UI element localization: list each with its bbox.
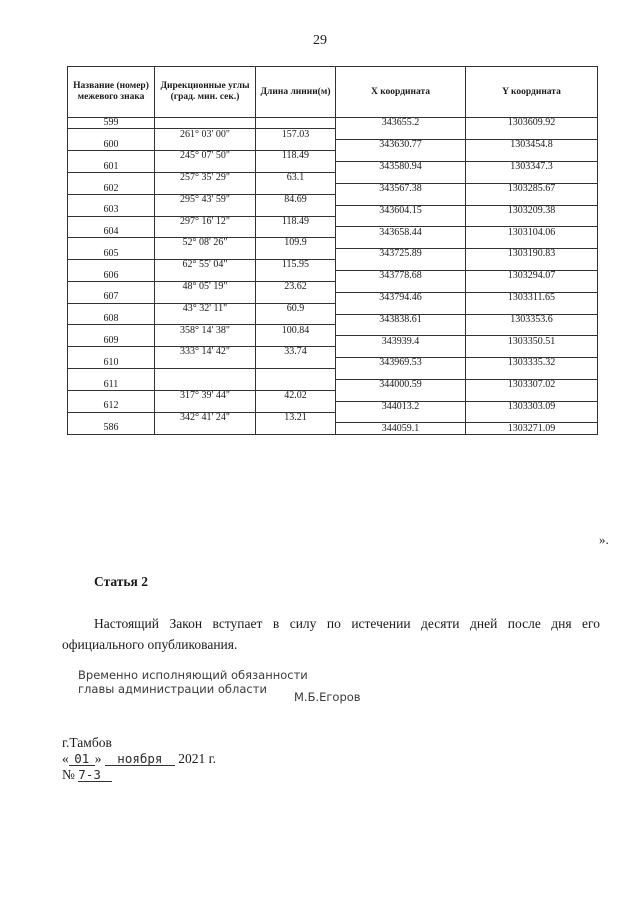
y-coordinate-cell: 1303311.65 bbox=[466, 292, 598, 303]
line-length-cell: 157.03 bbox=[256, 129, 336, 140]
marker-name-cell: 606 bbox=[68, 270, 155, 281]
empty-cell bbox=[155, 249, 256, 260]
table-row-segment bbox=[68, 303, 598, 314]
empty-cell bbox=[466, 129, 598, 140]
y-coordinate-cell: 1303303.09 bbox=[466, 401, 598, 412]
x-coordinate-cell: 344013.2 bbox=[336, 401, 466, 412]
direction-angle-cell: 48° 05' 19" bbox=[155, 281, 256, 292]
header-y-coordinate: Y координата bbox=[466, 67, 598, 118]
empty-cell bbox=[256, 358, 336, 369]
empty-cell bbox=[466, 325, 598, 336]
law-number-line bbox=[62, 767, 216, 783]
empty-cell bbox=[256, 227, 336, 238]
direction-angle-cell: 257° 35' 29" bbox=[155, 172, 256, 183]
line-length-cell: 42.02 bbox=[256, 390, 336, 401]
empty-cell bbox=[155, 205, 256, 216]
date-quote-open: « bbox=[62, 751, 69, 766]
empty-cell bbox=[155, 423, 256, 434]
table-row-segment bbox=[68, 412, 598, 423]
table-row-point bbox=[68, 358, 598, 369]
marker-name-cell: 607 bbox=[68, 292, 155, 303]
empty-cell bbox=[256, 140, 336, 151]
table-row-point bbox=[68, 292, 598, 303]
empty-cell bbox=[336, 347, 466, 358]
x-coordinate-cell: 343778.68 bbox=[336, 270, 466, 281]
x-coordinate-cell: 343630.77 bbox=[336, 140, 466, 151]
empty-cell bbox=[256, 401, 336, 412]
empty-cell bbox=[68, 347, 155, 358]
y-coordinate-cell: 1303209.38 bbox=[466, 205, 598, 216]
table-row-point bbox=[68, 336, 598, 347]
page-number: 29 bbox=[313, 33, 327, 48]
marker-name-cell: 608 bbox=[68, 314, 155, 325]
y-coordinate-cell: 1303104.06 bbox=[466, 227, 598, 238]
marker-name-cell: 602 bbox=[68, 183, 155, 194]
x-coordinate-cell: 343939.4 bbox=[336, 336, 466, 347]
article-title: Статья 2 bbox=[94, 574, 148, 589]
table-row-point bbox=[68, 270, 598, 281]
y-coordinate-cell: 1303307.02 bbox=[466, 379, 598, 390]
table-row-segment bbox=[68, 194, 598, 205]
y-coordinate-cell: 1303347.3 bbox=[466, 162, 598, 173]
marker-name-cell: 611 bbox=[68, 379, 155, 390]
empty-cell bbox=[256, 423, 336, 434]
y-coordinate-cell: 1303271.09 bbox=[466, 423, 598, 434]
direction-angle-cell: 333° 14' 42" bbox=[155, 347, 256, 358]
empty-cell bbox=[155, 183, 256, 194]
table-row-point bbox=[68, 140, 598, 151]
empty-cell bbox=[466, 390, 598, 401]
empty-cell bbox=[336, 260, 466, 271]
table-row-point bbox=[68, 183, 598, 194]
law-number-label: № bbox=[62, 767, 75, 782]
y-coordinate-cell: 1303353.6 bbox=[466, 314, 598, 325]
empty-cell bbox=[155, 379, 256, 390]
empty-cell bbox=[155, 314, 256, 325]
boundary-coordinates-table bbox=[67, 66, 598, 435]
line-length-cell: 115.95 bbox=[256, 260, 336, 271]
date-day: 01 bbox=[69, 752, 95, 766]
marker-name-cell: 609 bbox=[68, 336, 155, 347]
table-row-segment bbox=[68, 390, 598, 401]
line-length-cell: 13.21 bbox=[256, 412, 336, 423]
table-row-point bbox=[68, 118, 598, 129]
header-direction-angle: Дирекционные углы (град. мин. сек.) bbox=[155, 67, 256, 118]
direction-angle-cell: 317° 39' 44" bbox=[155, 390, 256, 401]
empty-cell bbox=[155, 358, 256, 369]
x-coordinate-cell: 344000.59 bbox=[336, 379, 466, 390]
marker-name-cell: 612 bbox=[68, 401, 155, 412]
direction-angle-cell: 342° 41' 24" bbox=[155, 412, 256, 423]
empty-cell bbox=[466, 216, 598, 227]
empty-cell bbox=[466, 238, 598, 249]
line-length-cell: 118.49 bbox=[256, 216, 336, 227]
empty-cell bbox=[336, 281, 466, 292]
empty-cell bbox=[336, 238, 466, 249]
table-header-row bbox=[68, 67, 598, 118]
empty-cell bbox=[466, 260, 598, 271]
empty-cell bbox=[466, 412, 598, 423]
line-length-cell: 84.69 bbox=[256, 194, 336, 205]
marker-name-cell: 604 bbox=[68, 227, 155, 238]
signatory-title-line-2: главы администрации области bbox=[78, 682, 267, 696]
marker-name-cell: 601 bbox=[68, 162, 155, 173]
empty-cell bbox=[336, 390, 466, 401]
direction-angle-cell: 52° 08' 26" bbox=[155, 238, 256, 249]
y-coordinate-cell: 1303609.92 bbox=[466, 118, 598, 129]
direction-angle-cell: 297° 16' 12" bbox=[155, 216, 256, 227]
line-length-cell: 63.1 bbox=[256, 172, 336, 183]
table-row-segment bbox=[68, 238, 598, 249]
empty-cell bbox=[155, 227, 256, 238]
empty-cell bbox=[336, 194, 466, 205]
direction-angle-cell: 295° 43' 59" bbox=[155, 194, 256, 205]
table-row-segment bbox=[68, 172, 598, 183]
table-row-point bbox=[68, 379, 598, 390]
direction-angle-cell: 245° 07' 50" bbox=[155, 151, 256, 162]
empty-cell bbox=[256, 270, 336, 281]
empty-cell bbox=[466, 303, 598, 314]
law-number: 7-З bbox=[78, 768, 112, 782]
table-row-segment bbox=[68, 325, 598, 336]
line-length-cell: 100.84 bbox=[256, 325, 336, 336]
empty-cell bbox=[155, 336, 256, 347]
table-body bbox=[68, 118, 598, 435]
empty-cell bbox=[336, 303, 466, 314]
empty-cell bbox=[68, 412, 155, 423]
marker-name-cell: 610 bbox=[68, 358, 155, 369]
marker-name-cell: 600 bbox=[68, 140, 155, 151]
empty-cell bbox=[256, 336, 336, 347]
empty-cell bbox=[256, 314, 336, 325]
empty-cell bbox=[336, 325, 466, 336]
table-row-point bbox=[68, 227, 598, 238]
empty-cell bbox=[155, 270, 256, 281]
marker-name-cell: 586 bbox=[68, 423, 155, 434]
table-row-segment bbox=[68, 281, 598, 292]
date-line bbox=[62, 751, 216, 767]
empty-cell bbox=[155, 401, 256, 412]
table-row-point bbox=[68, 205, 598, 216]
direction-angle-cell: 358° 14' 38" bbox=[155, 325, 256, 336]
date-quote-close: » bbox=[94, 751, 102, 766]
line-length-cell: 109.9 bbox=[256, 238, 336, 249]
table-row-point bbox=[68, 249, 598, 260]
line-length-cell: 60.9 bbox=[256, 303, 336, 314]
line-length-cell bbox=[256, 368, 336, 379]
x-coordinate-cell: 343658.44 bbox=[336, 227, 466, 238]
empty-cell bbox=[466, 194, 598, 205]
marker-name-cell: 603 bbox=[68, 205, 155, 216]
table-row-point bbox=[68, 401, 598, 412]
x-coordinate-cell: 343969.53 bbox=[336, 358, 466, 369]
article-text: Настоящий Закон вступает в силу по истечении десяти дней после дня его официального опубликования. bbox=[62, 616, 600, 652]
empty-cell bbox=[155, 292, 256, 303]
direction-angle-cell: 43° 32' 11" bbox=[155, 303, 256, 314]
table-row-segment bbox=[68, 151, 598, 162]
empty-cell bbox=[336, 368, 466, 379]
empty-cell bbox=[155, 118, 256, 129]
x-coordinate-cell: 343655.2 bbox=[336, 118, 466, 129]
table-row-point bbox=[68, 314, 598, 325]
empty-cell bbox=[466, 347, 598, 358]
empty-cell bbox=[336, 412, 466, 423]
date-month: ноября bbox=[105, 752, 175, 766]
direction-angle-cell: 62° 55' 04" bbox=[155, 260, 256, 271]
empty-cell bbox=[68, 151, 155, 162]
empty-cell bbox=[466, 151, 598, 162]
x-coordinate-cell: 343725.89 bbox=[336, 249, 466, 260]
table-row-segment bbox=[68, 260, 598, 271]
line-length-cell: 33.74 bbox=[256, 347, 336, 358]
empty-cell bbox=[466, 368, 598, 379]
empty-cell bbox=[68, 260, 155, 271]
header-x-coordinate: X координата bbox=[336, 67, 466, 118]
y-coordinate-cell: 1303335.32 bbox=[466, 358, 598, 369]
x-coordinate-cell: 343567.38 bbox=[336, 183, 466, 194]
law-footer bbox=[62, 735, 216, 783]
y-coordinate-cell: 1303454.8 bbox=[466, 140, 598, 151]
empty-cell bbox=[256, 379, 336, 390]
empty-cell bbox=[256, 162, 336, 173]
header-line-length: Длина линии(м) bbox=[256, 67, 336, 118]
date-year: 2021 г. bbox=[178, 751, 217, 766]
table-row-segment bbox=[68, 347, 598, 358]
marker-name-cell: 599 bbox=[68, 118, 155, 129]
empty-cell bbox=[336, 129, 466, 140]
y-coordinate-cell: 1303294.07 bbox=[466, 270, 598, 281]
empty-cell bbox=[466, 281, 598, 292]
table-row-segment bbox=[68, 129, 598, 140]
x-coordinate-cell: 343838.61 bbox=[336, 314, 466, 325]
table-row-point bbox=[68, 162, 598, 173]
empty-cell bbox=[336, 216, 466, 227]
empty-cell bbox=[68, 172, 155, 183]
table-row-point bbox=[68, 423, 598, 434]
empty-cell bbox=[336, 172, 466, 183]
empty-cell bbox=[256, 205, 336, 216]
empty-cell bbox=[256, 249, 336, 260]
empty-cell bbox=[155, 162, 256, 173]
x-coordinate-cell: 343604.15 bbox=[336, 205, 466, 216]
line-length-cell: 23.62 bbox=[256, 281, 336, 292]
table-row-segment bbox=[68, 216, 598, 227]
x-coordinate-cell: 343794.46 bbox=[336, 292, 466, 303]
header-marker-name: Название (номер) межевого знака bbox=[68, 67, 155, 118]
line-length-cell: 118.49 bbox=[256, 151, 336, 162]
empty-cell bbox=[68, 368, 155, 379]
x-coordinate-cell: 343580.94 bbox=[336, 162, 466, 173]
x-coordinate-cell: 344059.1 bbox=[336, 423, 466, 434]
empty-cell bbox=[256, 292, 336, 303]
empty-cell bbox=[466, 172, 598, 183]
empty-cell bbox=[256, 118, 336, 129]
y-coordinate-cell: 1303285.67 bbox=[466, 183, 598, 194]
marker-name-cell: 605 bbox=[68, 249, 155, 260]
signatory-name: М.Б.Егоров bbox=[294, 690, 361, 704]
empty-cell bbox=[256, 183, 336, 194]
city: г.Тамбов bbox=[62, 735, 112, 750]
y-coordinate-cell: 1303190.83 bbox=[466, 249, 598, 260]
direction-angle-cell bbox=[155, 368, 256, 379]
table-row-segment bbox=[68, 368, 598, 379]
signatory-title-line-1: Временно исполняющий обязанности bbox=[78, 668, 308, 682]
y-coordinate-cell: 1303350.51 bbox=[466, 336, 598, 347]
direction-angle-cell: 261° 03' 00" bbox=[155, 129, 256, 140]
empty-cell bbox=[155, 140, 256, 151]
closing-quote: ». bbox=[599, 532, 609, 547]
empty-cell bbox=[336, 151, 466, 162]
